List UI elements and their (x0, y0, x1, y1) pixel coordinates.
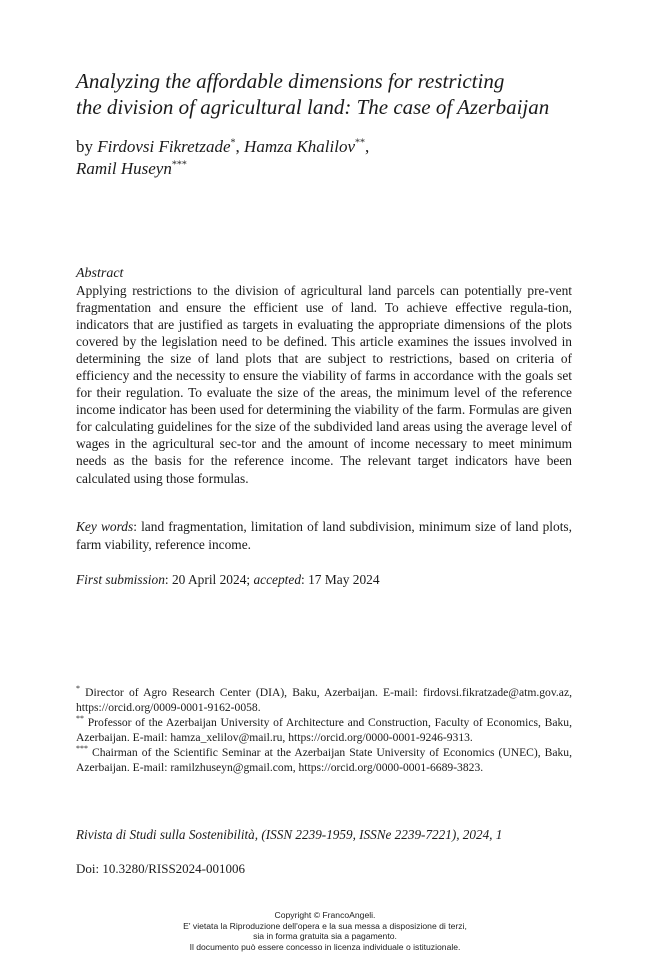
keywords (76, 518, 572, 554)
paper-title (76, 68, 576, 120)
author-1-mark: * (230, 137, 236, 149)
footnote-1-mark: * (76, 684, 80, 694)
footnote-3 (76, 743, 572, 776)
journal-citation: Rivista di Studi sulla Sostenibilità, (ISSN 2239-1959, ISSNe 2239-7221), 2024, 1 (76, 827, 503, 842)
by-label: by (76, 137, 93, 156)
footnote-1-text: Director of Agro Research Center (DIA), Baku, Azerbaijan. E-mail: firdovsi.fikratzade@atm.gov.az, https://orcid.org/0009-0001-9162-0058. (76, 686, 572, 714)
author-2: Hamza Khalilov (244, 137, 356, 156)
first-submission-date: : 20 April 2024; (164, 572, 254, 587)
author-1: Firdovsi Fikretzade (97, 137, 231, 156)
copyright-line-2: E' vietata la Riproduzione dell'opera e la sua messa a disposizione di terzi, (183, 920, 467, 931)
copyright-line-3: sia in forma gratuita sia a pagamento. (253, 931, 397, 942)
copyright-notice (100, 910, 550, 952)
footnotes (76, 686, 572, 775)
accepted-date: : 17 May 2024 (301, 572, 380, 587)
footnote-2 (76, 713, 572, 746)
keywords-label: Key words (76, 519, 134, 534)
title-line-2: the division of agricultural land: The case of Azerbaijan (76, 95, 550, 119)
footnote-2-text: Professor of the Azerbaijan University of Architecture and Construction, Faculty of Economics, Baku, Azerbaijan. E-mail: hamza_xelilov@mail.ru, https://orcid.org/0000-0001-9246-9313. (76, 715, 572, 744)
author-3-mark: *** (171, 159, 187, 171)
keywords-text: : land fragmentation, limitation of land subdivision, minimum size of land plots, farm viability, reference income. (76, 519, 572, 552)
submission-dates (76, 571, 380, 589)
copyright-line-1: Copyright © FrancoAngeli. (274, 910, 376, 920)
accepted-label: accepted (253, 572, 302, 587)
first-submission-label: First submission (76, 572, 165, 587)
abstract-text: Applying restrictions to the division of agricultural land parcels can potentially pre-vent fragmentation and ensure the efficient use of land. To achieve effective regula-tion, indicators that are justified as targets in evaluating the appropriate dimensions of the plots covered by the legislation need to be defined. This article examines the issues involved in determining the size of land plots that are subject to restrictions, based on criteria of efficiency and the necessity to ensure the viability of farms in accordance with the goals set for their regulation. To evaluate the size of the areas, the minimum level of the reference income indicator has been used for determining the viability of the farm. Formulas are given for calculating guidelines for the size of the subdivided land areas using the average level of wages in the agricultural sec-tor and the amount of income necessary to meet minimum needs as the basis for the reference income. The relevant target indicators have been calculated using those formulas. (76, 283, 572, 486)
author-list: by Firdovsi Fikretzade*, Hamza Khalilov**, Ramil Huseyn*** (76, 137, 370, 178)
footnote-3-text: Chairman of the Scientific Seminar at the Azerbaijan State University of Economics (UNEC), Baku, Azerbaijan. E-mail: ramilzhuseyn@gmail.com, https://orcid.org/0000-0001-6689-3823. (76, 745, 572, 774)
abstract-heading: Abstract (76, 266, 124, 281)
author-2-mark: ** (355, 137, 366, 149)
title-line-1: Analyzing the affordable dimensions for restricting (76, 69, 505, 93)
author-3: Ramil Huseyn (76, 159, 172, 178)
footnote-2-mark: ** (76, 713, 84, 723)
doi: Doi: 10.3280/RISS2024-001006 (76, 861, 246, 876)
copyright-line-4: Il documento può essere concesso in licenza individuale o istituzionale. (189, 941, 461, 952)
footnote-1 (76, 686, 572, 716)
footnote-3-mark: *** (76, 743, 88, 753)
